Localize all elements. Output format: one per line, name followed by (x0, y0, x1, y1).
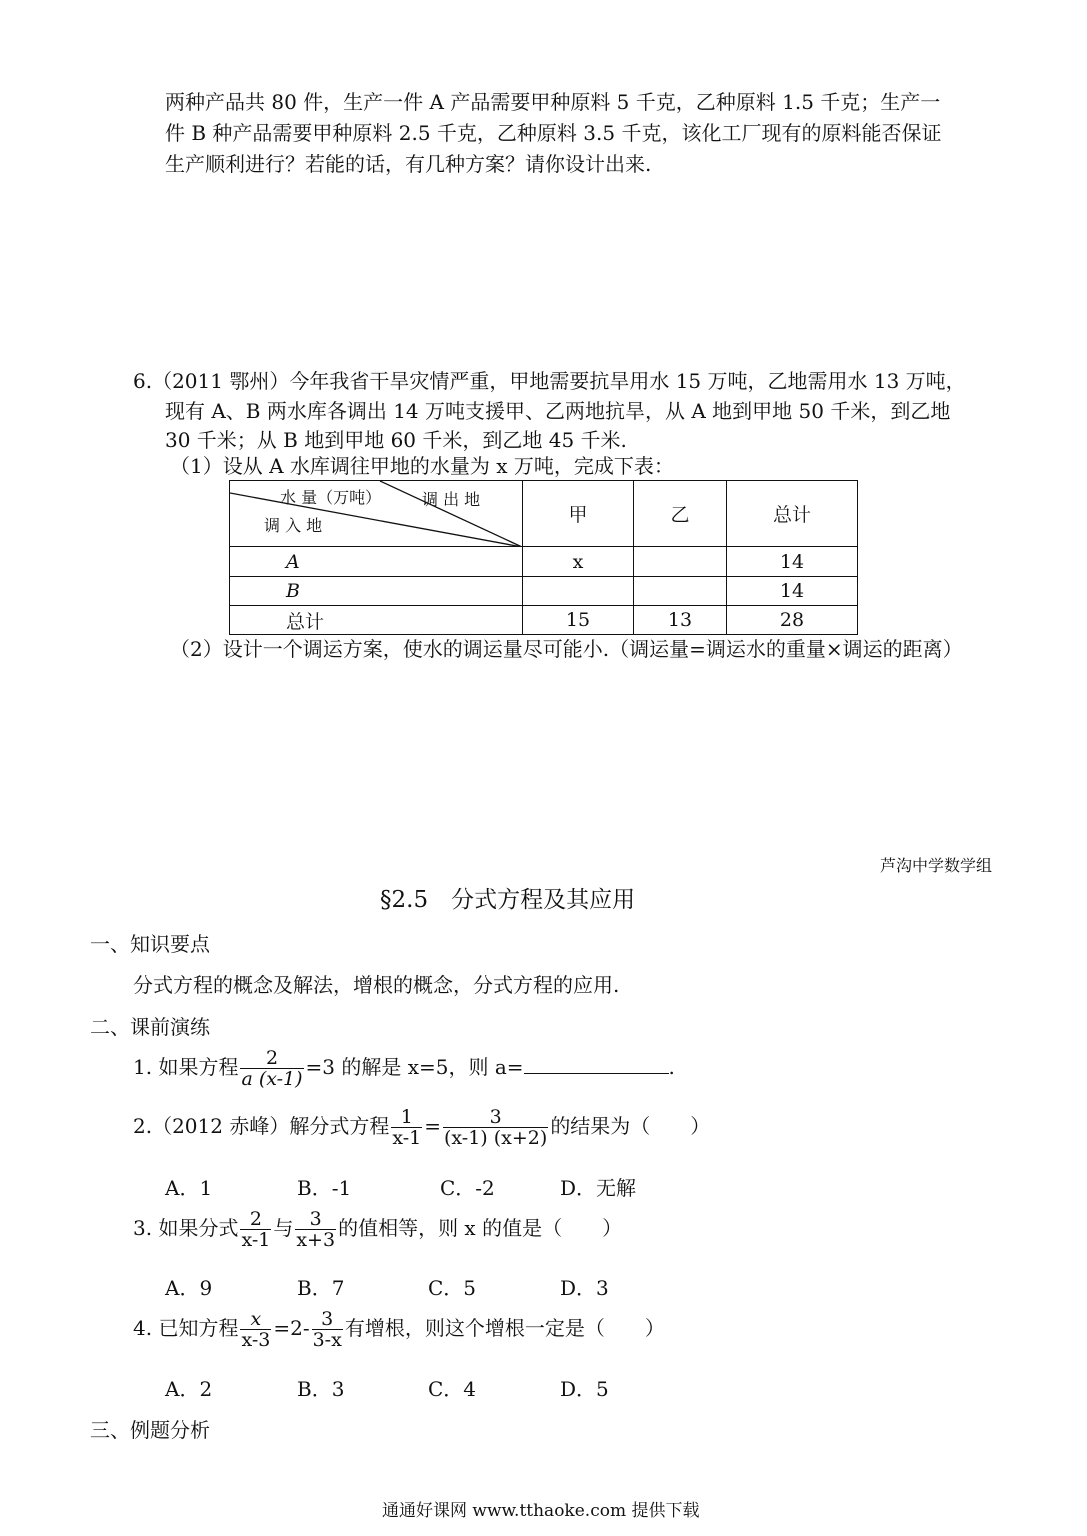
header-water-amount: 水 量（万吨） (280, 488, 382, 507)
q3-den-2: x+3 (296, 1229, 336, 1251)
q3-mid: 与 (273, 1216, 294, 1240)
row-label: 总计 (230, 606, 523, 635)
q2-fraction-1 (391, 1107, 422, 1148)
q3-option-d[interactable]: D．3 (560, 1276, 609, 1300)
q4-option-b[interactable]: B．3 (297, 1377, 345, 1401)
top-problem-line-1: 两种产品共 80 件，生产一件 A 产品需要甲种原料 5 千克，乙种原料 1.5 千克；生产一 (165, 90, 941, 114)
q4-den-2: 3-x (312, 1329, 342, 1351)
q2-den-2: (x-1) (x+2) (444, 1127, 548, 1149)
problem6-line-3: 30 千米；从 B 地到甲地 60 千米，到乙地 45 千米. (165, 428, 627, 452)
q4-den-1: x-3 (241, 1329, 271, 1351)
q3-num-2: 3 (309, 1208, 322, 1230)
q2-num-2: 3 (489, 1106, 502, 1128)
q4-fraction-1 (240, 1309, 271, 1350)
q2-option-a[interactable]: A．1 (165, 1176, 213, 1200)
question-1 (133, 1048, 675, 1089)
section-title: §2.5 分式方程及其应用 (380, 887, 636, 913)
q1-end: . (668, 1055, 675, 1079)
q4-num-2: 3 (321, 1308, 334, 1330)
part3-heading: 三、例题分析 (90, 1418, 210, 1442)
part1-heading: 一、知识要点 (90, 932, 210, 956)
top-problem-line-3: 生产顺利进行？若能的话，有几种方案？请你设计出来. (165, 152, 652, 176)
col-jia: 甲 (523, 481, 634, 547)
col-total: 总计 (727, 481, 858, 547)
table-row (230, 577, 858, 606)
cell-yi (634, 577, 727, 606)
q4-option-d[interactable]: D．5 (560, 1377, 609, 1401)
problem6-line-2: 现有 A、B 两水库各调出 14 万吨支援甲、乙两地抗旱，从 A 地到甲地 50 千米，到乙地 (165, 399, 951, 423)
problem6-sub-1: （1）设从 A 水库调往甲地的水量为 x 万吨，完成下表： (170, 454, 674, 478)
part1-text: 分式方程的概念及解法，增根的概念，分式方程的应用. (133, 973, 620, 997)
top-problem-line-2: 件 B 种产品需要甲种原料 2.5 千克，乙种原料 3.5 千克，该化工厂现有的原料能否保证 (165, 121, 942, 145)
q2-num-1: 1 (400, 1106, 413, 1128)
footer-download-note[interactable]: 通通好课网 www.tthaoke.com 提供下载 (382, 1501, 700, 1521)
cell-jia (523, 577, 634, 606)
cell-yi (634, 547, 727, 577)
cell-total: 14 (727, 547, 858, 577)
q4-suffix: 有增根，则这个增根一定是（ ） (344, 1316, 665, 1340)
q4-num-1: x (250, 1308, 262, 1330)
table-row (230, 606, 858, 635)
row-label: B (230, 577, 523, 606)
q3-option-a[interactable]: A．9 (165, 1276, 213, 1300)
water-allocation-table (229, 480, 858, 635)
q3-suffix: 的值相等，则 x 的值是（ ） (338, 1216, 623, 1240)
q3-option-c[interactable]: C．5 (428, 1276, 477, 1300)
q4-mid: =2- (273, 1316, 310, 1340)
q2-equals: = (424, 1114, 441, 1138)
question-3 (133, 1209, 622, 1250)
q3-num-1: 2 (249, 1208, 262, 1230)
row-label: A (230, 547, 523, 577)
header-from: 调 出 地 (422, 490, 481, 509)
q2-suffix: 的结果为（ ） (550, 1114, 711, 1138)
q3-option-b[interactable]: B．7 (297, 1276, 345, 1300)
q1-middle: =3 的解是 x=5，则 a= (305, 1055, 524, 1079)
col-yi: 乙 (634, 481, 727, 547)
cell-yi: 13 (634, 606, 727, 635)
q2-den-1: x-1 (392, 1127, 422, 1149)
q2-fraction-2 (443, 1107, 548, 1148)
cell-total: 14 (727, 577, 858, 606)
question-4 (133, 1309, 665, 1350)
q1-numerator: 2 (265, 1047, 279, 1069)
q1-denominator: a (x-1) (241, 1068, 303, 1090)
q2-prefix: 2.（2012 赤峰）解分式方程 (133, 1114, 390, 1138)
header-to: 调 入 地 (264, 516, 323, 535)
q1-answer-blank[interactable] (524, 1055, 669, 1074)
cell-jia: x (523, 547, 634, 577)
q2-option-c[interactable]: C．-2 (440, 1176, 495, 1200)
q4-prefix: 4. 已知方程 (133, 1316, 239, 1340)
table-row (230, 547, 858, 577)
q3-prefix: 3. 如果分式 (133, 1216, 239, 1240)
part2-heading: 二、课前演练 (90, 1015, 210, 1039)
q4-option-a[interactable]: A．2 (165, 1377, 213, 1401)
problem6-line-1: 6.（2011 鄂州）今年我省干旱灾情严重，甲地需要抗旱用水 15 万吨，乙地需用水 13 万吨， (133, 369, 966, 393)
q2-option-d[interactable]: D．无解 (560, 1176, 637, 1200)
q3-fraction-1 (240, 1209, 271, 1250)
q4-fraction-2 (312, 1309, 343, 1350)
cell-jia: 15 (523, 606, 634, 635)
cell-total: 28 (727, 606, 858, 635)
q2-option-b[interactable]: B．-1 (297, 1176, 352, 1200)
group-name: 芦沟中学数学组 (880, 856, 993, 875)
table-header-diagonal-cell (230, 481, 523, 547)
q3-den-1: x-1 (241, 1229, 271, 1251)
q1-fraction (240, 1048, 303, 1089)
q3-fraction-2 (295, 1209, 336, 1250)
problem6-sub-2: （2）设计一个调运方案，使水的调运量尽可能小.（调运量=调运水的重量×调运的距离） (170, 637, 963, 661)
q1-prefix: 1. 如果方程 (133, 1055, 239, 1079)
q4-option-c[interactable]: C．4 (428, 1377, 477, 1401)
question-2 (133, 1107, 710, 1148)
